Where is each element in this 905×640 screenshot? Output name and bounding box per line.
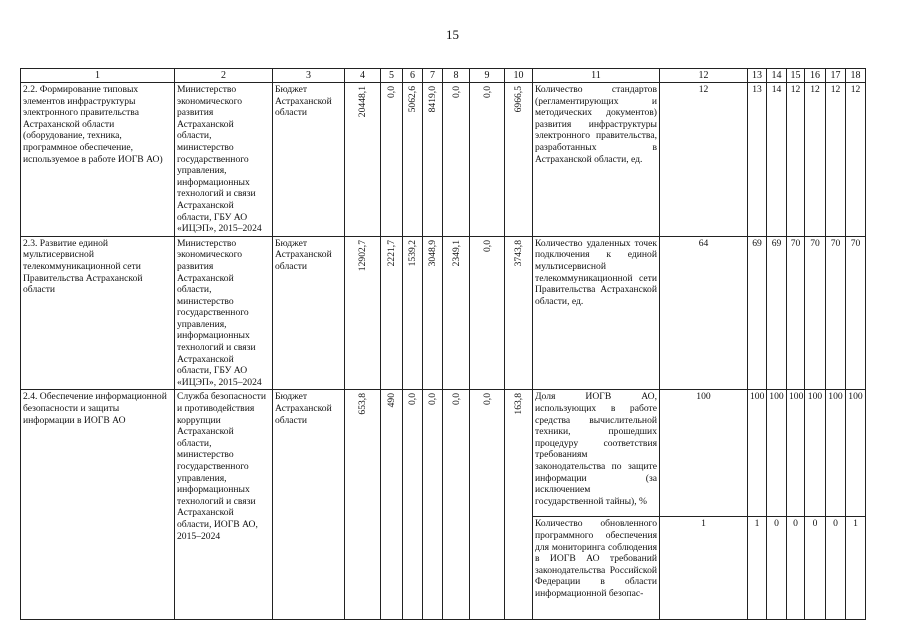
finance-cell: 0,0 <box>470 236 505 390</box>
value-cell: 100 <box>748 390 767 517</box>
finance-cell: 12902,7 <box>345 236 381 390</box>
source-cell: Бюджет Астраханской области <box>273 390 345 620</box>
value-cell: 69 <box>748 236 767 390</box>
finance-cell: 3048,9 <box>423 236 443 390</box>
finance-cell: 2221,7 <box>381 236 403 390</box>
task-cell: 2.3. Развитие единой мультисервисной телекоммуникационной сети Правительства Астраханской области <box>21 236 175 390</box>
executor-cell: Министерство экономического развития Астраханской области, министерство государственного управления, информационных технологий и связи Астраханской области, ГБУ АО «ИЦЭП», 2015–2024 <box>175 83 273 237</box>
finance-cell: 6966,5 <box>505 83 533 237</box>
finance-cell: 0,0 <box>470 390 505 620</box>
value-cell: 100 <box>826 390 846 517</box>
finance-cell: 0,0 <box>403 390 423 620</box>
value-cell: 69 <box>767 236 787 390</box>
value-cell: 14 <box>767 83 787 237</box>
value-cell: 64 <box>660 236 748 390</box>
value-cell: 100 <box>767 390 787 517</box>
column-header: 15 <box>787 69 805 83</box>
table-row <box>21 83 866 237</box>
value-cell: 1 <box>660 517 748 620</box>
column-header: 6 <box>403 69 423 83</box>
value-cell: 0 <box>767 517 787 620</box>
value-cell: 100 <box>846 390 866 517</box>
value-cell: 12 <box>787 83 805 237</box>
finance-cell: 2349,1 <box>443 236 470 390</box>
column-header: 2 <box>175 69 273 83</box>
executor-cell: Министерство экономического развития Астраханской области, министерство государственного управления, информационных технологий и связи Астраханской области, ГБУ АО «ИЦЭП», 2015–2024 <box>175 236 273 390</box>
column-header: 18 <box>846 69 866 83</box>
finance-cell: 163,8 <box>505 390 533 620</box>
column-header: 17 <box>826 69 846 83</box>
executor-cell: Служба безопасности и противодействия коррупции Астраханской области, министерство государственного управления, информационных технологий и связи Астраханской области, ИОГВ АО, 2015–2024 <box>175 390 273 620</box>
table-row <box>21 236 866 390</box>
finance-cell: 490 <box>381 390 403 620</box>
column-header: 14 <box>767 69 787 83</box>
indicator-cell: Количество удаленных точек подключения к единой мультисервисной телекоммуникационной сети Правительства Астраханской области, ед. <box>533 236 660 390</box>
source-cell: Бюджет Астраханской области <box>273 83 345 237</box>
table-row <box>21 390 866 517</box>
finance-cell: 5062,6 <box>403 83 423 237</box>
value-cell: 100 <box>660 390 748 517</box>
task-cell: 2.2. Формирование типовых элементов инфраструктуры электронного правительства Астраханской области (оборудование, техника, программное обеспечение, используемое в работе ИОГВ АО) <box>21 83 175 237</box>
finance-cell: 0,0 <box>423 390 443 620</box>
page-number: 15 <box>446 27 459 42</box>
value-cell: 70 <box>787 236 805 390</box>
value-cell: 12 <box>846 83 866 237</box>
value-cell: 0 <box>805 517 826 620</box>
column-header: 7 <box>423 69 443 83</box>
column-header: 12 <box>660 69 748 83</box>
finance-cell: 3743,8 <box>505 236 533 390</box>
finance-cell: 1539,2 <box>403 236 423 390</box>
value-cell: 13 <box>748 83 767 237</box>
value-cell: 12 <box>826 83 846 237</box>
column-header: 1 <box>21 69 175 83</box>
task-cell: 2.4. Обеспечение информационной безопасности и защиты информации в ИОГВ АО <box>21 390 175 620</box>
column-header: 11 <box>533 69 660 83</box>
value-cell: 0 <box>787 517 805 620</box>
column-header: 16 <box>805 69 826 83</box>
column-header: 9 <box>470 69 505 83</box>
program-table <box>20 68 866 620</box>
finance-cell: 0,0 <box>443 83 470 237</box>
value-cell: 1 <box>748 517 767 620</box>
finance-cell: 0,0 <box>443 390 470 620</box>
column-header: 5 <box>381 69 403 83</box>
source-cell: Бюджет Астраханской области <box>273 236 345 390</box>
indicator-cell: Количество обновленного программного обеспечения для мониторинга соблюдения в ИОГВ АО требований законодательства Российской Федерации в области информационной безопас- <box>533 517 660 620</box>
finance-cell: 0,0 <box>381 83 403 237</box>
value-cell: 70 <box>826 236 846 390</box>
indicator-cell: Доля ИОГВ АО, использующих в работе средства вычислительной техники, прошедших процедуру соответствия требованиям законодательства по защите информации (за исключением государственной тайны), % <box>533 390 660 517</box>
column-header: 8 <box>443 69 470 83</box>
value-cell: 12 <box>805 83 826 237</box>
value-cell: 0 <box>826 517 846 620</box>
indicator-cell: Количество стандартов (регламентирующих и методических документов) развития инфраструктуры электронного правительства, разработанных в Астраханской области, ед. <box>533 83 660 237</box>
value-cell: 12 <box>660 83 748 237</box>
column-header: 13 <box>748 69 767 83</box>
column-header: 3 <box>273 69 345 83</box>
value-cell: 100 <box>787 390 805 517</box>
finance-cell: 20448,1 <box>345 83 381 237</box>
finance-cell: 0,0 <box>470 83 505 237</box>
column-header: 10 <box>505 69 533 83</box>
finance-cell: 653,8 <box>345 390 381 620</box>
column-number-row <box>21 69 866 83</box>
finance-cell: 8419,0 <box>423 83 443 237</box>
value-cell: 1 <box>846 517 866 620</box>
column-header: 4 <box>345 69 381 83</box>
value-cell: 100 <box>805 390 826 517</box>
value-cell: 70 <box>846 236 866 390</box>
value-cell: 70 <box>805 236 826 390</box>
